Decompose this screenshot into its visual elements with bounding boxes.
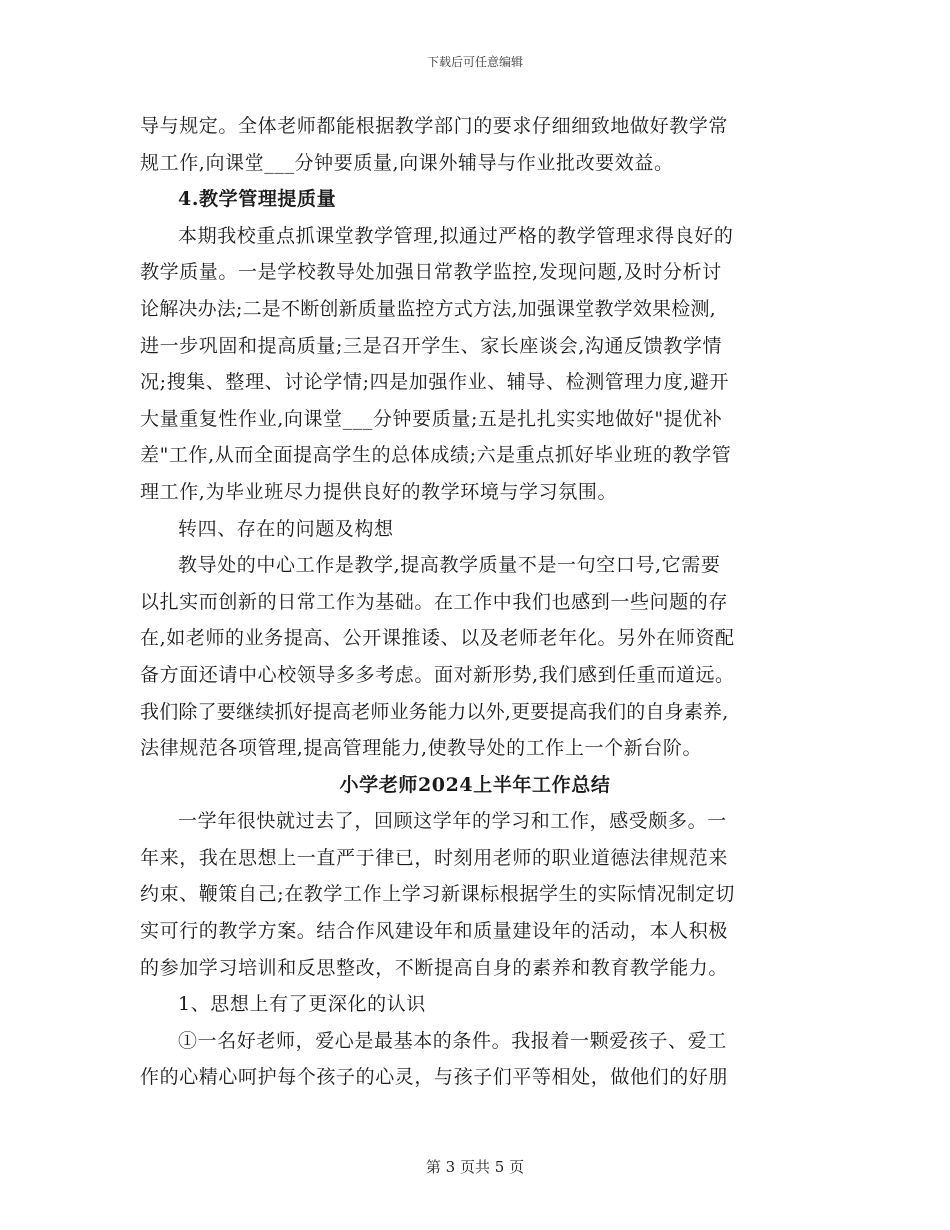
paragraph-start: 本期我校重点抓课堂教学管理,拟通过严格的教学管理求得良好的 — [178, 224, 734, 247]
body-line: 导与规定。全体老师都能根据教学部门的要求仔细细致地做好教学常 — [140, 115, 729, 137]
body-line: 差"工作,从而全面提高学生的总体成绩;六是重点抓好毕业班的教学管 — [140, 444, 732, 467]
body-line: 作的心精心呵护每个孩子的心灵，与孩子们平等相处，做他们的好朋 — [140, 1066, 729, 1089]
body-line: 我们除了要继续抓好提高老师业务能力以外,更要提高我们的自身素养, — [140, 700, 729, 723]
document-body — [140, 108, 810, 1096]
body-line: 况;搜集、整理、讨论学情;四是加强作业、辅导、检测管理力度,避开 — [140, 371, 730, 394]
body-line: 论解决办法;二是不断创新质量监控方式方法,加强课堂教学效果检测, — [140, 297, 716, 320]
body-line: 法律规范各项管理,提高管理能力,使教导处的工作上一个新台阶。 — [140, 737, 703, 760]
body-line: 理工作,为毕业班尽力提供良好的教学环境与学习氛围。 — [140, 480, 618, 503]
body-line: 大量重复性作业,向课堂___分钟要质量;五是扎扎实实地做好"提优补 — [140, 407, 723, 430]
body-line: 备方面还请中心校领导多多考虑。面对新形势,我们感到任重而道远。 — [140, 663, 735, 686]
body-line: 进一步巩固和提高质量;三是召开学生、家长座谈会,沟通反馈教学情 — [140, 334, 723, 357]
body-line: 在,如老师的业务提高、公开课推诿、以及老师老年化。另外在师资配 — [140, 627, 735, 650]
paragraph-start: 教导处的中心工作是教学,提高教学质量不是一句空口号,它需要 — [178, 554, 721, 577]
body-line: 约束、鞭策自己;在教学工作上学习新课标根据学生的实际情况制定切 — [140, 883, 736, 906]
body-line: 以扎实而创新的日常工作为基础。在工作中我们也感到一些问题的存 — [140, 590, 729, 613]
header-note: 下载后可任意编辑 — [426, 55, 523, 69]
paragraph-start: ①一名好老师，爱心是最基本的条件。我报着一颗爱孩子、爱工 — [178, 1029, 727, 1052]
body-line: 年来，我在思想上一直严于律已，时刻用老师的职业道德法律规范来 — [140, 846, 729, 869]
body-line: 教学质量。一是学校教导处加强日常教学监控,发现问题,及时分析讨 — [140, 261, 722, 284]
document-title: 小学老师2024上半年工作总结 — [339, 773, 611, 796]
body-line: 实可行的教学方案。结合作风建设年和质量建设年的活动，本人积极 — [140, 920, 729, 943]
page-number: 第 3 页共 5 页 — [425, 1158, 525, 1176]
section-heading: 4.教学管理提质量 — [178, 188, 337, 211]
body-line: 的参加学习培训和反思整改，不断提高自身的素养和教育教学能力。 — [140, 956, 729, 979]
section-heading: 1、思想上有了更深化的认识 — [178, 993, 426, 1016]
body-line: 规工作,向课堂___分钟要质量,向课外辅导与作业批改要效益。 — [140, 151, 674, 174]
section-heading: 转四、存在的问题及构想 — [178, 517, 394, 540]
paragraph-start: 一学年很快就过去了，回顾这学年的学习和工作，感受颇多。一 — [178, 810, 727, 833]
